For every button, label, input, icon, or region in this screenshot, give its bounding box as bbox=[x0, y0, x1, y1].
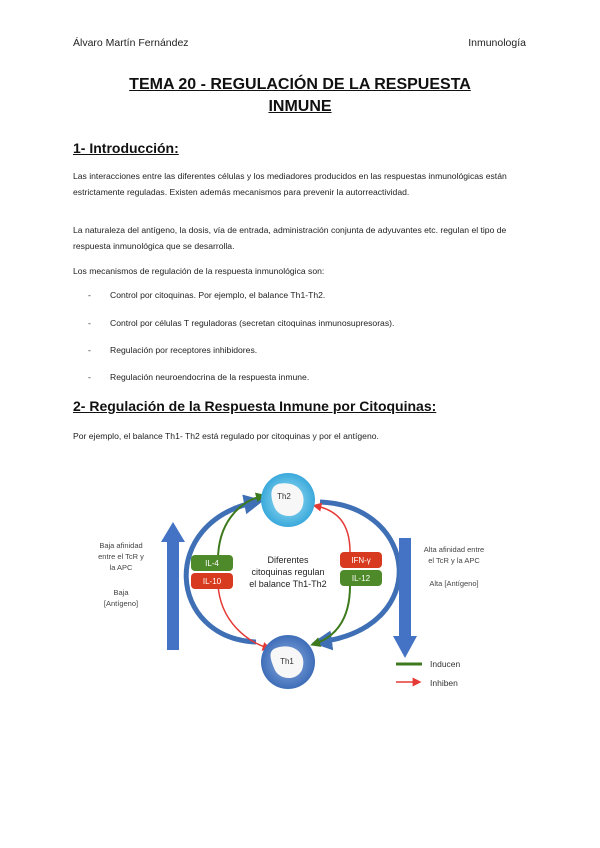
pill-il4-label: IL-4 bbox=[205, 559, 219, 568]
list-item-text: Control por citoquinas. Por ejemplo, el balance Th1-Th2. bbox=[110, 290, 326, 300]
paragraph-2: La naturaleza del antígeno, la dosis, vía de entrada, administración conjunta de adyuvantes etc. regulan el tipo de respuesta inmunológica que se desarrolla. bbox=[73, 225, 507, 251]
th2-cell-icon bbox=[261, 473, 315, 527]
right-text-line-2: el TcR y la APC bbox=[428, 556, 480, 565]
pill-ifn bbox=[340, 552, 382, 568]
pill-ifn-label: IFN-γ bbox=[351, 556, 371, 565]
title-line-1: TEMA 20 - REGULACIÓN DE LA RESPUESTA bbox=[129, 76, 471, 93]
pill-il10 bbox=[191, 573, 233, 589]
bullet-marker: - bbox=[88, 345, 91, 355]
list-item bbox=[88, 372, 309, 382]
center-text-line-2: citoquinas regulan bbox=[251, 567, 325, 577]
pill-il4 bbox=[191, 555, 233, 571]
section-2-heading: 2- Regulación de la Respuesta Inmune por Citoquinas: bbox=[73, 398, 437, 414]
list-item-text: Regulación por receptores inhibidores. bbox=[110, 345, 258, 355]
inhibit-arrow-ifn bbox=[316, 506, 350, 552]
list-item bbox=[88, 290, 325, 300]
title-line-2: INMUNE bbox=[268, 98, 332, 115]
bullet-marker: - bbox=[88, 318, 91, 328]
left-text-line-4: Baja bbox=[113, 588, 129, 597]
section-1-heading: 1- Introducción: bbox=[73, 140, 179, 156]
up-arrow-icon bbox=[161, 522, 185, 650]
legend-inhibit-label: Inhiben bbox=[430, 678, 458, 688]
pill-il10-label: IL-10 bbox=[202, 577, 222, 586]
th1-label: Th1 bbox=[280, 657, 294, 666]
legend-induce-label: Inducen bbox=[430, 659, 461, 669]
page-title bbox=[60, 74, 540, 118]
paragraph-1: Las interacciones entre las diferentes células y los mediadores producidos en las respuestas inmunológicas están estrictamente reguladas. Existen además mecanismos para prevenir la autorreactividad. bbox=[73, 171, 507, 197]
th2-label: Th2 bbox=[277, 492, 291, 501]
left-text-line-5: [Antígeno] bbox=[103, 599, 139, 608]
left-text-line-2: entre el TcR y bbox=[98, 552, 144, 561]
cycle-arrow-left bbox=[186, 502, 256, 642]
paragraph-4: Por ejemplo, el balance Th1- Th2 está regulado por citoquinas y por el antígeno. bbox=[73, 431, 379, 441]
list-item-text: Regulación neuroendocrina de la respuesta inmune. bbox=[110, 372, 310, 382]
bullet-marker: - bbox=[88, 372, 91, 382]
pill-il12-label: IL-12 bbox=[351, 574, 371, 583]
legend bbox=[396, 659, 461, 688]
paragraph-3: Los mecanismos de regulación de la respuesta inmunológica son: bbox=[73, 266, 325, 276]
right-text-line-3: Alta [Antígeno] bbox=[429, 579, 479, 588]
center-text-line-1: Diferentes bbox=[267, 555, 309, 565]
left-text-line-1: Baja afinidad bbox=[99, 541, 143, 550]
left-text-line-3: la APC bbox=[109, 563, 133, 572]
header-author: Álvaro Martín Fernández bbox=[73, 37, 189, 49]
right-text-line-1: Alta afinidad entre bbox=[423, 545, 485, 554]
center-text-line-3: el balance Th1-Th2 bbox=[249, 579, 327, 589]
list-item bbox=[88, 318, 394, 328]
header-subject: Inmunología bbox=[468, 37, 526, 49]
list-item-text: Control por células T reguladoras (secretan citoquinas inmunosupresoras). bbox=[110, 318, 395, 328]
list-item bbox=[88, 345, 257, 355]
bullet-marker: - bbox=[88, 290, 91, 300]
th1-th2-balance-diagram bbox=[88, 462, 508, 694]
pill-il12 bbox=[340, 570, 382, 586]
th1-cell-icon bbox=[261, 635, 315, 689]
